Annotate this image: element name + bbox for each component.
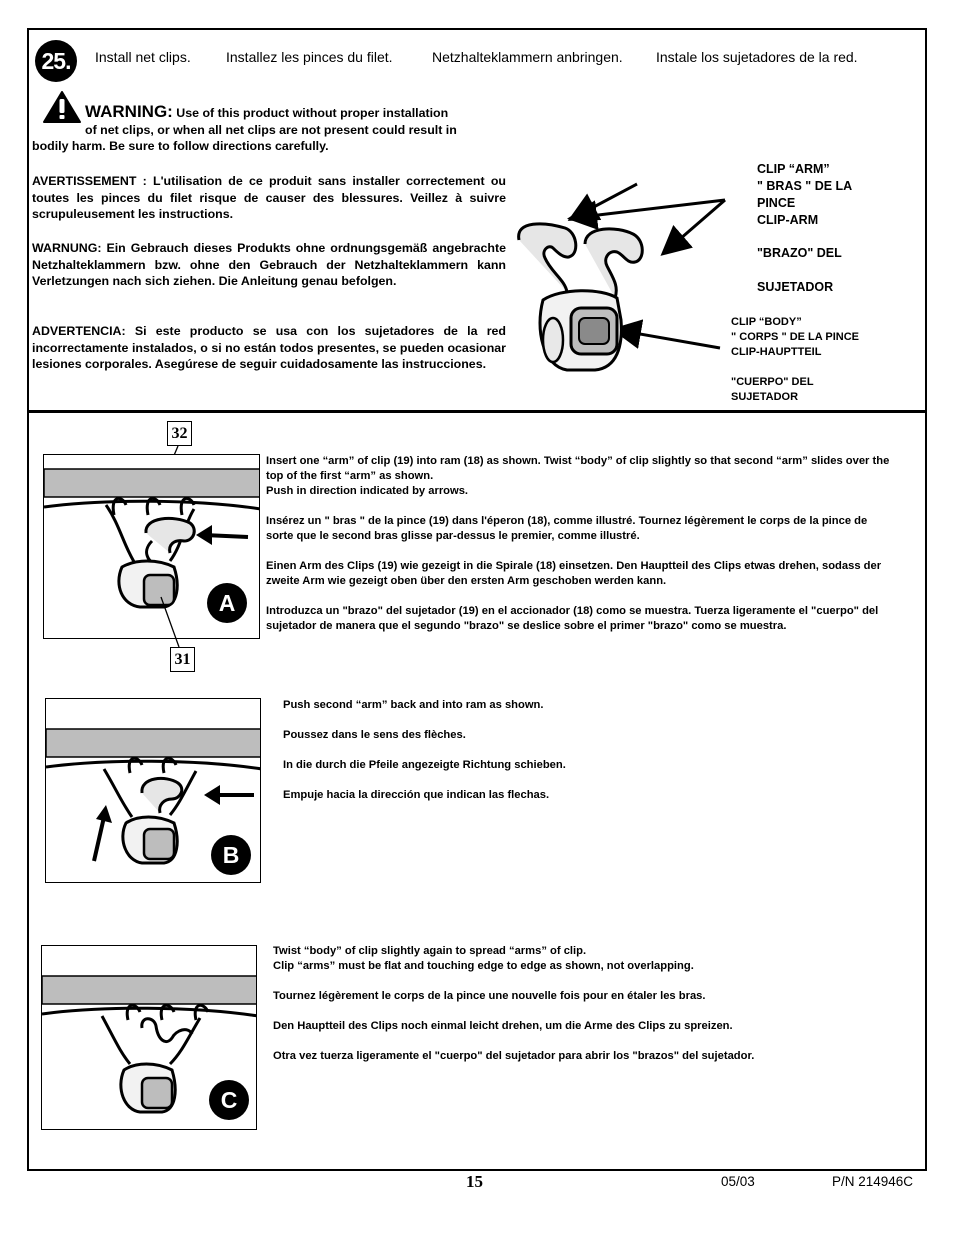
warning-de: WARNUNG: Ein Gebrauch dieses Produkts ohne ordnungsgemäß angebrachte Netzhalteklammern bzw. ohne den Gebrauch der Netzhalteklammern kann Verletzungen nach sich ziehen. Die Anleitung genau befolgen. [32,241,506,289]
warning-title: WARNING: [85,102,173,121]
warning-line-3: bodily harm. Be sure to follow directions carefully. [32,139,329,154]
instructions-c-de: Den Hauptteil des Clips noch einmal leicht drehen, um die Arme des Clips zu spreizen. [273,1020,733,1032]
page-number: 15 [466,1172,483,1191]
arm-label-fr-2: PINCE [757,196,796,210]
instructions-c [273,944,873,1079]
warning-es: ADVERTENCIA: Si este producto se usa con los sujetadores de la red incorrectamente instalados, o si no están todos presentes, se pueden ocasionar lesiones corporales. Asegúrese de seguir cuidadosamente las instrucciones. [32,324,506,372]
instructions-a-es: Introduzca un "brazo" del sujetador (19) en el accionador (18) como se muestra. Tuerza ligeramente el "cuerpo" del sujetador de manera que el segundo "brazo" se deslice sobre el primer "brazo" como se muestra. [266,605,879,632]
body-label-es-2: SUJETADOR [731,391,799,403]
arm-label-es-1: "BRAZO" DEL [757,246,842,260]
panel-b-illustration [45,698,261,883]
panel-b-badge: B [222,842,240,868]
revision-date: 05/03 [721,1174,755,1189]
instructions-c-en-1: Twist “body” of clip slightly again to spread “arms” of clip. [273,945,587,957]
body-label-es-1: "CUERPO" DEL [731,376,814,388]
body-label-de: CLIP-HAUPTTEIL [731,346,822,358]
callout-ram: 32 [167,421,192,446]
instructions-a-en-1: Insert one “arm” of clip (19) into ram (18) as shown. Twist “body” of clip slightly so that second “arm” slides over the top of the first “arm” as shown. [266,455,890,482]
instructions-b-fr: Poussez dans le sens des flèches. [283,729,466,741]
panel-a-badge: A [218,590,236,616]
instructions-b [283,698,883,818]
instructions-b-es: Empuje hacia la dirección que indican las flechas. [283,789,550,801]
arm-label-es-2: SUJETADOR [757,280,834,294]
step-title-de: Netzhalteklammern anbringen. [432,49,623,65]
part-number: P/N 214946C [832,1174,914,1189]
warning-line-1: Use of this product without proper installation [176,106,449,120]
panel-c-illustration [41,945,257,1130]
instructions-a-de: Einen Arm des Clips (19) wie gezeigt in die Spirale (18) einsetzen. Den Hauptteil des Clips etwas drehen, sodass der zweite Arm wie gezeigt oben über den ersten Arm geschoben werden kann. [266,560,882,587]
callout-clip-leader [155,595,195,655]
warning-en [32,104,506,155]
arm-label-en: CLIP “ARM” [757,162,830,176]
instructions-b-de: In die durch die Pfeile angezeigte Richtung schieben. [283,759,566,771]
arm-label-fr-1: " BRAS " DE LA [757,179,853,193]
instructions-a-en-2: Push in direction indicated by arrows. [266,485,469,497]
step-number-badge: 25. [35,40,77,82]
instructions-a [266,454,896,649]
instructions-c-en-2: Clip “arms” must be flat and touching edge to edge as shown, not overlapping. [273,960,694,972]
body-label-fr: " CORPS " DE LA PINCE [731,331,859,343]
callout-clip: 31 [170,647,195,672]
instructions-a-fr: Insérez un " bras " de la pince (19) dans l'éperon (18), comme illustré. Tournez légèrement le corps de la pince de sorte que le second bras glisse par-dessus le premier, comme illustré. [266,515,868,542]
net-clip-diagram [505,170,745,390]
arm-label-de: CLIP-ARM [757,213,819,227]
warning-fr: AVERTISSEMENT : L'utilisation de ce produit sans installer correctement ou toutes les pinces du filet risque de causer des blessures. Veillez à suivre scrupuleusement les instructions. [32,174,506,222]
body-label-en: CLIP “BODY” [731,316,802,328]
panel-c-badge: C [220,1087,238,1113]
instructions-b-en: Push second “arm” back and into ram as shown. [283,699,544,711]
section-divider [27,410,927,413]
instructions-c-fr: Tournez légèrement le corps de la pince une nouvelle fois pour en étaler les bras. [273,990,706,1002]
step-title-en: Install net clips. [95,49,191,65]
step-title-es: Instale los sujetadores de la red. [656,49,858,65]
instructions-c-es: Otra vez tuerza ligeramente el "cuerpo" del sujetador para abrir los "brazos" del sujetador. [273,1050,755,1062]
step-title-fr: Installez les pinces du filet. [226,49,393,65]
warning-line-2: of net clips, or when all net clips are not present could result in [85,122,457,137]
panel-a-illustration [43,454,260,639]
